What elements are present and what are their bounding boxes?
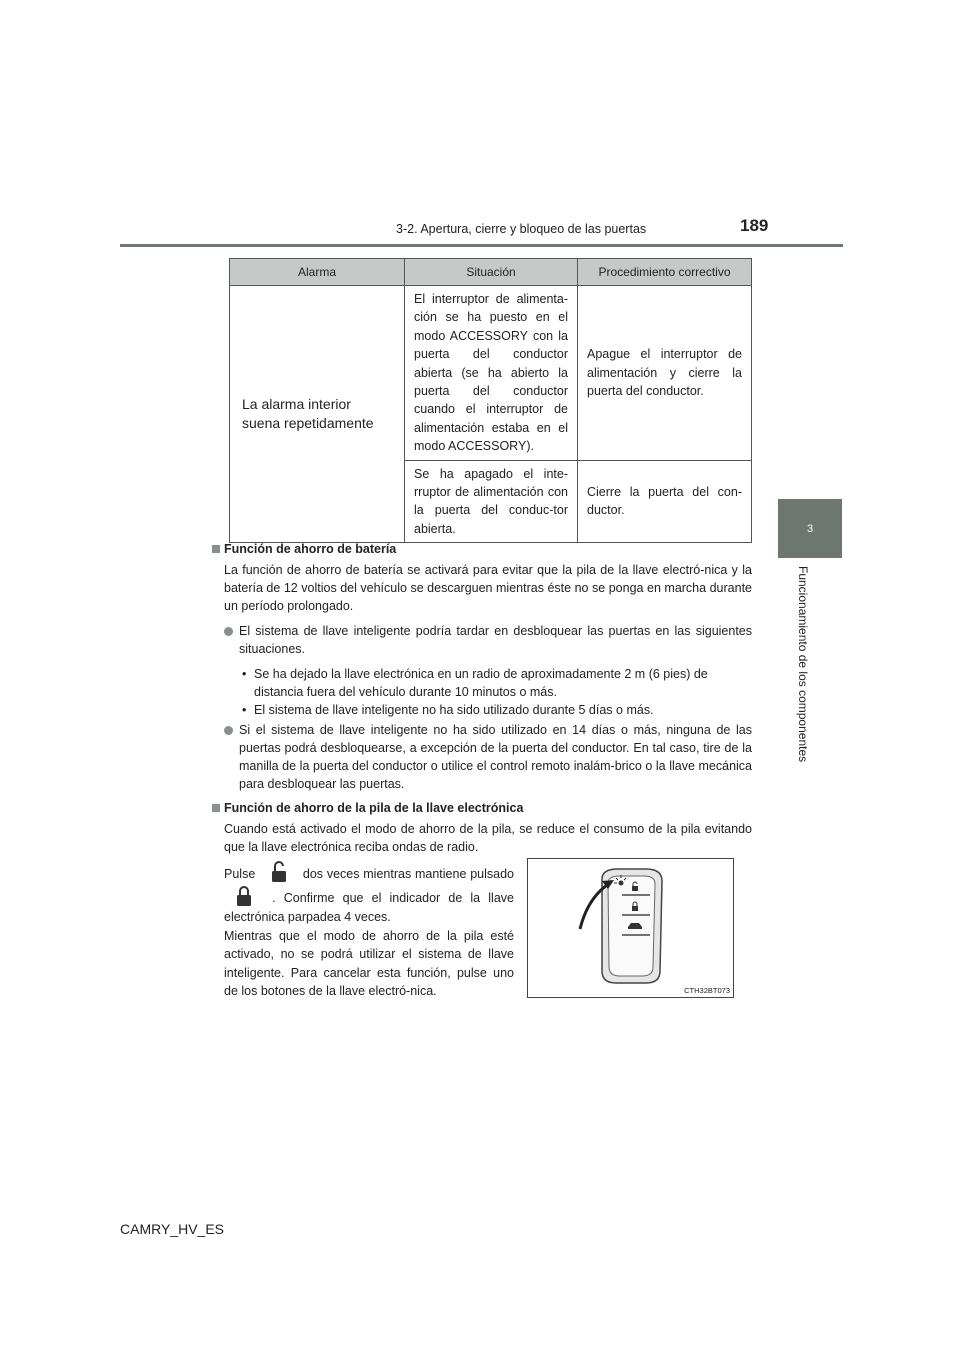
battery-saver-bullet-1: El sistema de llave inteligente podría tardar en desbloquear las puertas en las siguientes situaciones. [212,622,752,658]
procedure-cell: Cierre la puerta del con-ductor. [578,460,752,543]
page-number: 189 [740,216,769,235]
alarm-cell: La alarma interior suena repetidamente [230,286,405,543]
battery-saver-intro: La función de ahorro de batería se activará para evitar que la pila de la llave electró-nica y la batería de 12 voltios del vehículo se descarguen mientras éste no se ponga en marcha durante un período prolongado. [224,563,752,613]
lock-icon [224,884,264,908]
model-code: CAMRY_HV_ES [120,1221,225,1237]
chapter-title: Funcionamiento de los componentes [796,566,810,763]
key-saver-intro: Cuando está activado el modo de ahorro de la pila, se reduce el consumo de la pila evitando que la llave electrónica reciba ondas de radio. [224,822,752,854]
chapter-number: 3 [806,522,814,535]
key-fob-figure [527,858,734,998]
key-fob-illustration [528,859,733,997]
text-cancel: Mientras que el modo de ahorro de la pila esté activado, no se podrá utilizar el sistema de llave inteligente. Para cancelar esta función, pulse uno de los botones de la llave electró-nica. [224,928,514,998]
situation-cell: Se ha apagado el inte-rruptor de alimentación con la puerta del conduc-tor abierta. [405,460,578,543]
situation-cell: El interruptor de alimenta-ción se ha puesto en el modo ACCESSORY con la puerta del conductor abierta (se ha abierto la puerta del conductor cuando el interruptor de alimentación estaba en el modo ACCESSORY). [405,286,578,461]
col-header-procedure: Procedimiento correctivo [578,259,752,286]
table-row [230,286,752,461]
figure-code: CTH32BT073 [684,986,730,995]
battery-saver-sub-1: • Se ha dejado la llave electrónica en un radio de aproximadamente 2 m (6 pies) de distancia fuera del vehículo durante 10 minutos o más. [212,665,752,701]
battery-saver-heading: Función de ahorro de batería [212,540,752,558]
section-title: 3-2. Apertura, cierre y bloqueo de las puertas [396,222,647,236]
col-header-situation: Situación [405,259,578,286]
alarm-table [229,258,752,543]
key-saver-heading: Función de ahorro de la pila de la llave electrónica [212,799,752,817]
battery-saver-bullet-2: Si el sistema de llave inteligente no ha sido utilizado en 14 días o más, ninguna de las puertas podrá desbloquearse, a excepción de la puerta del conductor. En tal caso, tire de la manilla de la puerta del conductor o utilice el control remoto inalám-brico o la llave mecánica para desbloquear las puertas. [212,721,752,793]
text-pulse: Pulse [224,867,256,881]
text-confirm: . Confirme que el indicador de la llave electrónica parpadea 4 veces. [224,891,514,924]
procedure-cell: Apague el interruptor de alimentación y cierre la puerta del conductor. [578,286,752,461]
unlock-icon [259,860,299,884]
key-saver-instructions [224,860,514,1001]
col-header-alarm: Alarma [230,259,405,286]
body-content [212,540,752,856]
battery-saver-sub-2: • El sistema de llave inteligente no ha sido utilizado durante 5 días o más. [212,701,752,719]
text-twice: dos veces mientras mantiene pulsado [302,867,514,881]
table-header-row [230,259,752,286]
header-rule [120,244,843,247]
